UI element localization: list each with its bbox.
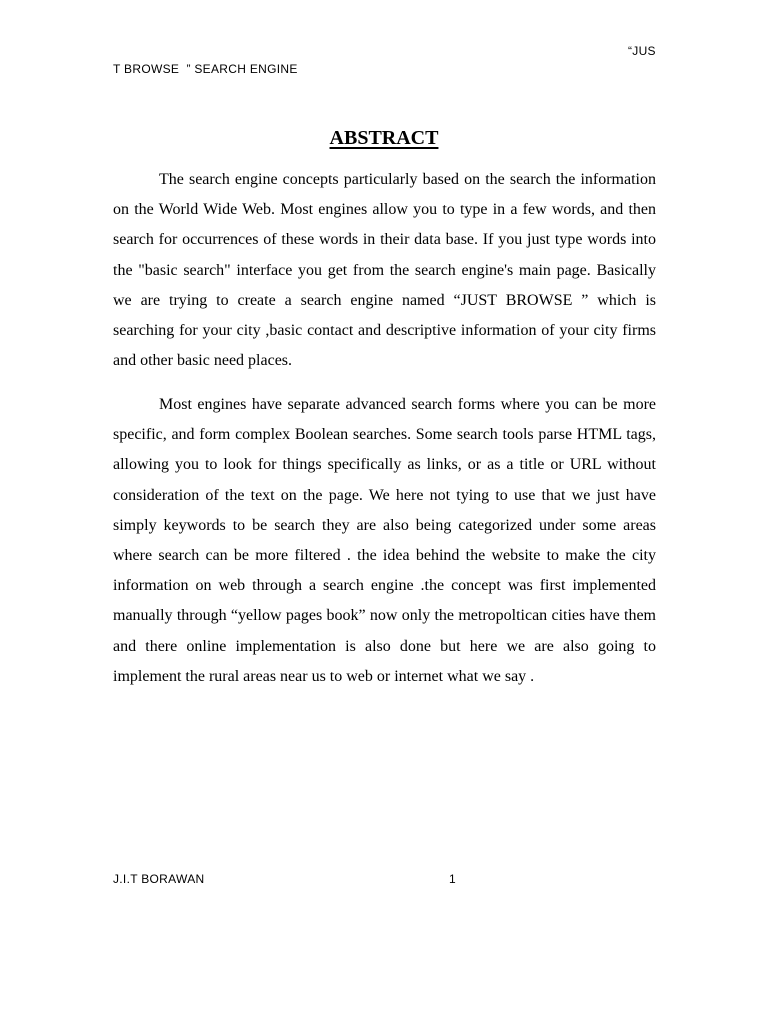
- abstract-paragraph-1: The search engine concepts particularly based on the search the information on the World Wide Web. Most engines allow you to type in a few words, and then search for occurrences of these words in their data base. If you just type words into the "basic search" interface you get from the search engine's main page. Basically we are trying to create a search engine named “JUST BROWSE ” which is searching for your city ,basic contact and descriptive information of your city firms and other basic need places.: [113, 171, 656, 370]
- page-title: ABSTRACT: [329, 127, 439, 149]
- footer-left-text: J.I.T BORAWAN: [113, 872, 205, 886]
- abstract-paragraph-2: Most engines have separate advanced search forms where you can be more specific, and form complex Boolean searches. Some search tools parse HTML tags, allowing you to look for things specifically as links, or as a title or URL without consideration of the text on the page. We here not tying to use that we just have simply keywords to be search they are also being categorized under some areas where search can be more filtered . the idea behind the website to make the city information on web through a search engine .the concept was first implemented manually through “yellow pages book” now only the metropoltican cities have them and there online implementation is also done but here we are also going to implement the rural areas near us to web or internet what we say .: [113, 396, 656, 685]
- header-right-text: “JUS: [628, 44, 656, 58]
- page-number: 1: [449, 872, 456, 886]
- header-left-text: T BROWSE ” SEARCH ENGINE: [113, 62, 298, 76]
